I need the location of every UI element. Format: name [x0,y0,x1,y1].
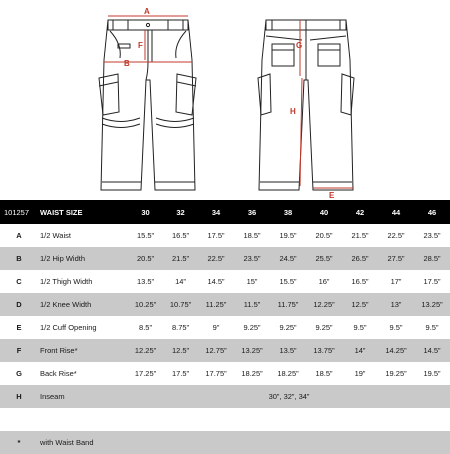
measure-name: 1/2 Knee Width [38,293,128,316]
size-header: 38 [270,200,306,224]
measure-value: 8.75” [171,323,190,332]
measure-value: 8.5” [139,323,152,332]
size-header: 36 [234,200,270,224]
measure-value: 11.5” [234,293,270,316]
measure-value: 9.5” [353,323,367,332]
table-row [0,362,450,385]
front-view-pants [99,20,196,190]
size-header: 32 [163,200,198,224]
measure-value: 23.5” [234,247,270,270]
header-row [0,200,450,224]
measure-value: 20.5” [315,231,333,240]
measure-value: 13.5” [270,339,306,362]
measure-value: 14” [175,277,186,286]
measure-value: 11.25” [198,293,234,316]
measure-value: 19” [354,369,366,378]
footnote-text: with Waist Band [38,431,450,454]
measure-value: 16” [318,277,330,286]
measure-value: 12.25” [128,339,163,362]
label-b: B [124,59,130,68]
measure-value: 17.5” [171,369,190,378]
size-header: 44 [378,200,414,224]
measure-value: 15” [246,277,258,286]
inseam-row [0,385,450,408]
measure-value: 16.5” [351,277,369,286]
measure-value: 18.5” [315,369,333,378]
measure-value: 17” [390,277,402,286]
size-header: 46 [414,200,450,224]
measure-value: 12.75” [198,339,234,362]
measure-code: B [0,247,38,270]
measure-value: 22.5” [198,247,234,270]
measure-value: 19.5” [423,369,441,378]
measure-code: H [0,385,38,408]
measure-value: 20.5” [128,247,163,270]
measure-value: 19.5” [279,231,297,240]
measure-value: 21.5” [163,247,198,270]
measure-value: 9.5” [389,323,403,332]
measure-value: 12.25” [306,293,342,316]
table-row [0,247,450,270]
measure-value: 17.5” [207,231,225,240]
size-header: 42 [342,200,378,224]
table-row [0,224,450,247]
measure-value: 18.5” [243,231,261,240]
pants-diagram [0,0,450,200]
table-row [0,339,450,362]
measure-name: 1/2 Thigh Width [40,277,93,286]
label-g: G [296,41,303,50]
measure-value: 12.5” [342,293,378,316]
measure-value: 16.5” [171,231,190,240]
table-row [0,293,450,316]
measure-value: 17.75” [205,369,227,378]
size-header: 34 [198,200,234,224]
measure-value: 9.25” [315,323,333,332]
footnote-row [0,431,450,454]
measure-code: E [16,323,22,332]
measure-code: G [16,369,22,378]
measure-value: 17.5” [423,277,441,286]
measure-value: 13.5” [136,277,155,286]
style-number: 101257 [0,200,38,224]
measure-value: 9.5” [425,323,439,332]
measure-value: 22.5” [387,231,405,240]
back-view-pants [258,20,354,190]
measure-value: 9.25” [279,323,297,332]
measure-value: 26.5” [342,247,378,270]
measure-value: 15.5” [136,231,155,240]
measure-value: 25.5” [306,247,342,270]
measure-value: 28.5” [414,247,450,270]
spacer-row [0,408,450,431]
measure-value: 14” [342,339,378,362]
spacer-cell [0,408,450,431]
measure-value: 13.25” [414,293,450,316]
measure-name: Front Rise* [38,339,128,362]
table-row [0,270,450,293]
measure-name: 1/2 Waist [40,231,71,240]
measure-value: 19.25” [385,369,407,378]
measure-value: 9.25” [243,323,261,332]
measure-value: 27.5” [378,247,414,270]
measure-value: 10.25” [128,293,163,316]
measure-code: A [16,231,22,240]
label-e: E [329,191,335,200]
pants-illustration [0,0,450,200]
measure-name: Inseam [38,385,128,408]
waist-size-header: WAIST SIZE [38,200,128,224]
size-chart-table [0,200,450,454]
measure-name: 1/2 Cuff Opening [40,323,97,332]
label-f: F [138,41,143,50]
measure-value: 17.25” [134,369,157,378]
measure-value: 10.75” [163,293,198,316]
measure-value: 13” [378,293,414,316]
measure-value: 18.25” [241,369,263,378]
measure-value: 18.25” [277,369,299,378]
measure-code: D [0,293,38,316]
measure-value: 15.5” [279,277,297,286]
measure-code: F [0,339,38,362]
size-header: 40 [306,200,342,224]
measure-value: 12.5” [163,339,198,362]
measure-value: 14.25” [378,339,414,362]
measure-value: 11.75” [270,293,306,316]
measure-code: C [16,277,22,286]
measure-name: 1/2 Hip Width [38,247,128,270]
measure-value: 13.75” [306,339,342,362]
measure-value: 9” [212,323,220,332]
footnote-mark: * [0,431,38,454]
measure-value: 13.25” [234,339,270,362]
measure-value: 21.5” [351,231,369,240]
measure-value: 24.5” [270,247,306,270]
measure-name: Back Rise* [40,369,77,378]
table-row [0,316,450,339]
label-h: H [290,107,296,116]
measure-value: 23.5” [423,231,441,240]
label-a: A [144,7,150,16]
measure-value: 14.5” [414,339,450,362]
inseam-value: 30”, 32”, 34” [128,385,450,408]
measure-value: 14.5” [207,277,225,286]
size-header: 30 [128,200,163,224]
